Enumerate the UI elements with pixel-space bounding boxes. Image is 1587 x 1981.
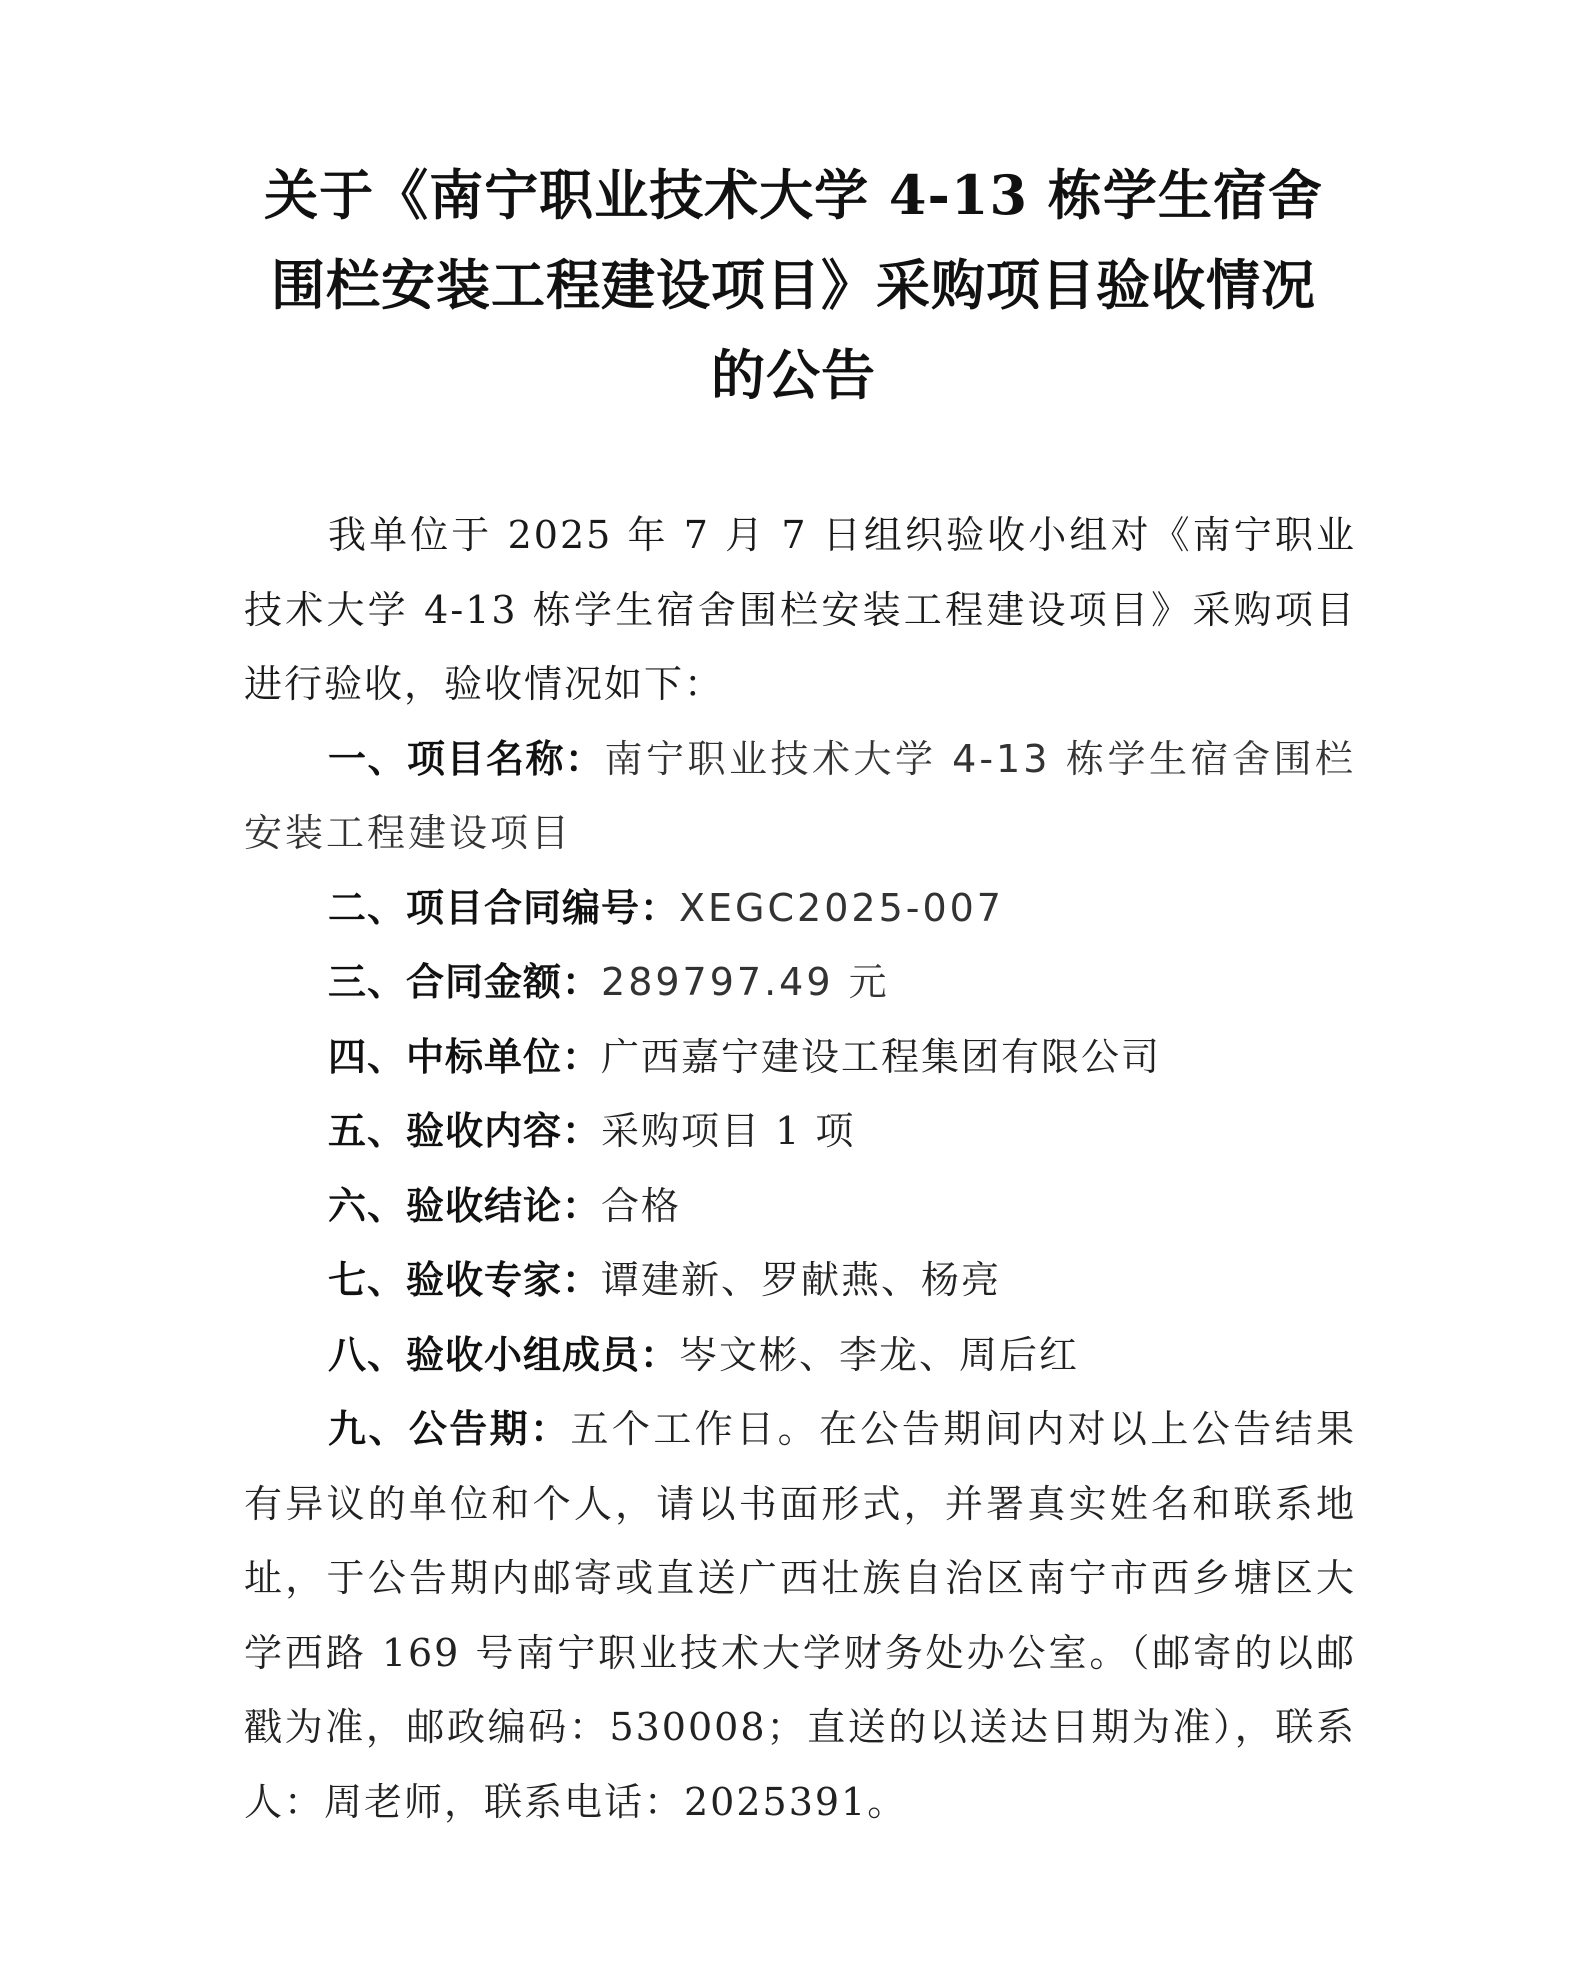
item-value: 五个工作日。在公告期间内对以上公告结果有异议的单位和个人，请以书面形式，并署真实姓名和联系地址，于公告期内邮寄或直送广西壮族自治区南宁市西乡塘区大学西路 169 号南宁职业技术大学财务处办公室。（邮寄的以邮戳为准，邮政编码：530008；直送的以送达日期为准），联系人：周老师，联系电话：2025391。: [244, 1407, 1356, 1824]
item-contract-amount: [244, 945, 1356, 1020]
item-value: 谭建新、罗献燕、杨亮: [601, 1258, 1002, 1302]
intro-paragraph: 我单位于 2025 年 7 月 7 日组织验收小组对《南宁职业技术大学 4-13 栋学生宿舍围栏安装工程建设项目》采购项目进行验收，验收情况如下：: [244, 513, 1356, 706]
item-label: 一、项目名称：: [328, 736, 605, 781]
item-label: 四、中标单位：: [328, 1034, 602, 1079]
item-label: 八、验收小组成员：: [328, 1332, 680, 1377]
item-value: 289797.49 元: [601, 960, 890, 1004]
item-acceptance-team: [244, 1318, 1356, 1393]
title-line-1: 关于《南宁职业技术大学 4-13 栋学生宿舍: [264, 163, 1323, 227]
document-title: [230, 150, 1357, 420]
item-value: 南宁职业技术大学 4-13 栋学生宿舍围栏安装工程建设项目: [244, 736, 1356, 855]
item-value: 广西嘉宁建设工程集团有限公司: [601, 1034, 1162, 1079]
item-notice-period: [244, 1392, 1356, 1839]
title-line-3: 的公告: [711, 343, 876, 407]
item-label: 三、合同金额：: [328, 960, 602, 1004]
item-acceptance-content: [244, 1094, 1356, 1169]
item-value: 采购项目 1 项: [601, 1109, 856, 1153]
item-acceptance-experts: [244, 1243, 1356, 1318]
item-value: 岑文彬、李龙、周后红: [679, 1332, 1080, 1377]
item-winning-bidder: [244, 1020, 1356, 1095]
item-value: XEGC2025-007: [679, 885, 1004, 930]
item-project-name: [244, 722, 1356, 871]
title-line-2: 围栏安装工程建设项目》采购项目验收情况: [271, 253, 1316, 317]
item-label: 九、公告期：: [328, 1407, 571, 1451]
document-body: [244, 498, 1356, 1839]
item-label: 七、验收专家：: [328, 1258, 602, 1302]
item-contract-number: [244, 871, 1356, 946]
item-acceptance-conclusion: [244, 1169, 1356, 1244]
item-label: 六、验收结论：: [328, 1183, 602, 1228]
item-value: 合格: [601, 1183, 682, 1228]
item-label: 五、验收内容：: [328, 1109, 602, 1153]
item-label: 二、项目合同编号：: [328, 885, 680, 930]
